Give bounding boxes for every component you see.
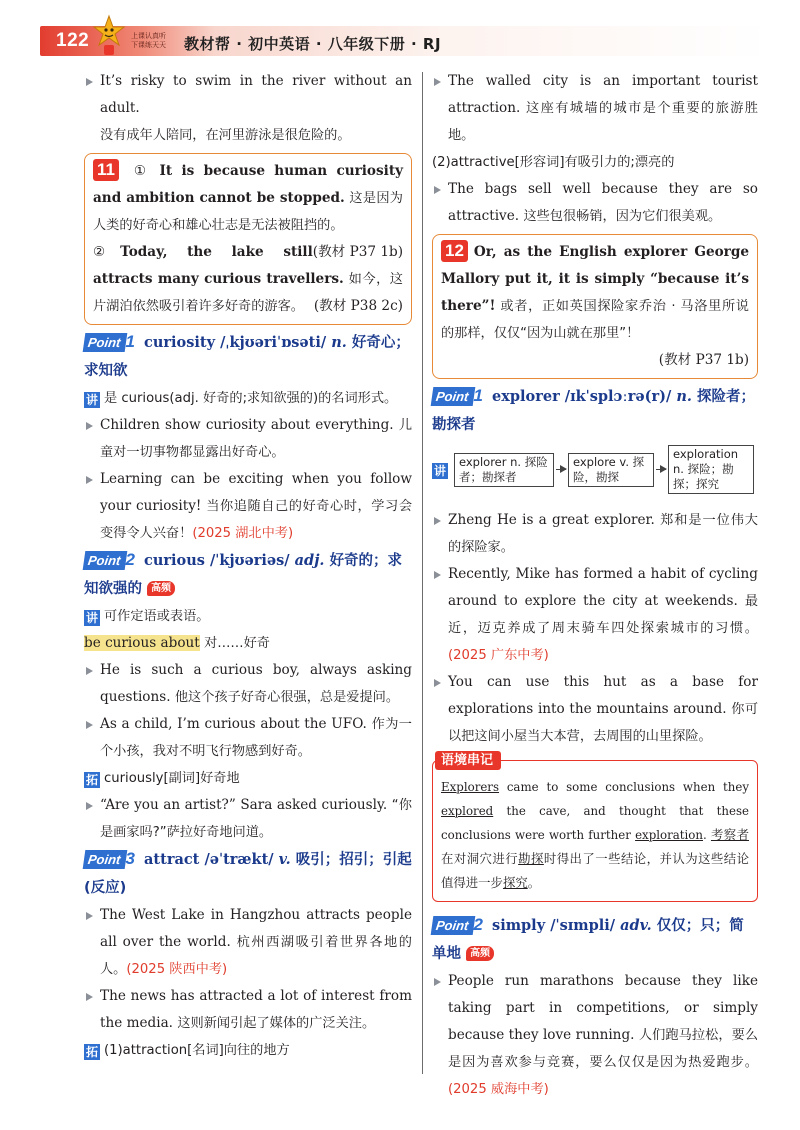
sentence-number-badge: 11 <box>93 159 119 181</box>
point-heading-curiosity: Point 1 curiosity /ˌkjʊəriˈɒsəti/ n. 好奇心；求知欲 <box>84 332 410 379</box>
example-sentence: Zheng He is a great explorer. 郑和是一位伟大的探险家。 <box>432 507 758 561</box>
sentence-number-badge: 12 <box>441 240 468 262</box>
extension: 拓 curiously[副词]好奇地 <box>85 771 240 787</box>
textbook-sentence-box-11: 11 ① It is because human curiosity and ambition cannot be stopped. 这是因为人类的好奇心和雄心壮志是无法被阻挡的。 (教材 P37 1b) ②Today, the lake still attracts many curious travellers. 如今，这片湖泊依然吸引着许多好奇的游客。 (教材 P38 2c) <box>84 153 412 325</box>
column-divider <box>422 72 423 1074</box>
point-badge: Point <box>83 850 127 869</box>
example-sentence: “Are you an artist?” Sara asked curiously. “你是画家吗?”萨拉好奇地问道。 <box>84 792 412 846</box>
example-sentence: The West Lake in Hangzhou attracts people all over the world. 杭州西湖吸引着世界各地的人。(2025 陕西中考) <box>84 902 412 983</box>
page-number: 122 <box>56 30 90 51</box>
word-box-explore: explore v. 探险，勘探 <box>568 453 654 487</box>
arrow-icon <box>556 469 566 470</box>
example-sentence: The news has attracted a lot of interest from the media. 这则新闻引起了媒体的广泛关注。 <box>84 983 412 1037</box>
highlighted-phrase: be curious about <box>84 635 200 651</box>
example-sentence: Recently, Mike has formed a habit of cycling around to explore the city at weekends. 最近，迈克养成了周末骑车四处探索城市的习惯。(2025 广东中考) <box>432 561 758 669</box>
example-sentence: Children show curiosity about everything. 儿童对一切事物都显露出好奇心。 <box>84 412 412 466</box>
example-sentence: He is such a curious boy, always asking questions. 他这个孩子好奇心很强，总是爱提问。 <box>84 657 412 711</box>
point-heading-simply: Point 2 simply /ˈsɪmpli/ adv. 仅仅；只；简单地 高频 <box>432 915 744 962</box>
explain-icon: 讲 <box>85 611 98 625</box>
context-box-title: 语境串记 <box>435 751 501 770</box>
book-title: 教材帮 · 初中英语 · 八年级下册 · RJ <box>184 35 442 53</box>
extension-line: (2)attractive[形容词]有吸引力的;漂亮的 <box>432 155 675 170</box>
point-badge: Point <box>83 551 127 570</box>
high-frequency-badge: 高频 <box>147 581 175 596</box>
point-badge: Point <box>83 333 127 352</box>
word-family-diagram <box>432 445 758 499</box>
textbook-sentence-box-12: 12 Or, as the English explorer George Mallory put it, it is simply “because it’s there”! 或者，正如英国探险家乔治 · 马洛里所说的那样，仅仅“因为山就在那里”！ (教材 P37 1b) <box>432 234 758 379</box>
point-badge: Point <box>431 387 475 406</box>
point-badge: Point <box>431 916 475 935</box>
left-column <box>84 68 412 1064</box>
example-sentence: As a child, I’m curious about the UFO. 作为一个小孩，我对不明飞行物感到好奇。 <box>84 711 412 765</box>
extension: 拓 (1)attraction[名词]向往的地方 <box>85 1043 290 1059</box>
example-sentence: People run marathons because they like taking part in competitions, or simply because they love running. 人们跑马拉松，要么是因为喜欢参与竞赛，要么仅仅是因为热爱跑步。(2025 威海中考) <box>432 968 758 1103</box>
context-memory-box: 语境串记 Explorers came to some conclusions when they explored the cave, and thought that these conclusions were worth further exploration. 考察者在对洞穴进行勘探时得出了一些结论，并认为这些结论值得进一步探究。 <box>432 760 758 902</box>
example-sentence: Learning can be exciting when you follow your curiosity! 当你追随自己的好奇心时，学习会变得令人兴奋！(2025 湖北中考) <box>84 466 412 547</box>
explanation: 讲 是 curious(adj. 好奇的;求知欲强的)的名词形式。 <box>85 391 398 407</box>
page-header <box>0 0 800 62</box>
arrow-icon <box>656 469 666 470</box>
example-sentence: It’s risky to swim in the river without an adult. 没有成年人陪同，在河里游泳是很危险的。 <box>84 68 412 149</box>
explain-icon: 讲 <box>85 393 98 407</box>
example-sentence: The bags sell well because they are so attractive. 这些包很畅销，因为它们很美观。 <box>432 176 758 230</box>
phrase-line: be curious about 对……好奇 <box>84 635 270 651</box>
brand-slogan: 上课认真听 下课练天天 <box>131 32 166 49</box>
point-heading-curious: Point 2 curious /ˈkjʊəriəs/ adj. 好奇的；求知欲强的 高频 <box>84 550 403 597</box>
explain-icon: 讲 <box>433 464 446 478</box>
mascot-star-icon <box>92 14 126 58</box>
right-column <box>432 68 758 1103</box>
example-sentence: The walled city is an important tourist attraction. 这座有城墙的城市是个重要的旅游胜地。 <box>432 68 758 149</box>
point-heading-attract: Point 3 attract /əˈtrækt/ v. 吸引；招引；引起(反应) <box>84 849 412 896</box>
point-heading-explorer: Point 1 explorer /ɪkˈsplɔːrə(r)/ n. 探险者；勘探者 <box>432 386 755 433</box>
example-sentence: You can use this hut as a base for explorations into the mountains around. 你可以把这间小屋当大本营，去周围的山里探险。 <box>432 669 758 750</box>
word-box-exploration: exploration n. 探险；勘探；探究 <box>668 445 754 494</box>
explanation: 讲 可作定语或表语。 <box>85 609 210 625</box>
extend-icon: 拓 <box>85 1045 98 1059</box>
extend-icon: 拓 <box>85 773 98 787</box>
high-frequency-badge: 高频 <box>466 946 494 961</box>
word-box-explorer: explorer n. 探险者；勘探者 <box>454 453 554 487</box>
